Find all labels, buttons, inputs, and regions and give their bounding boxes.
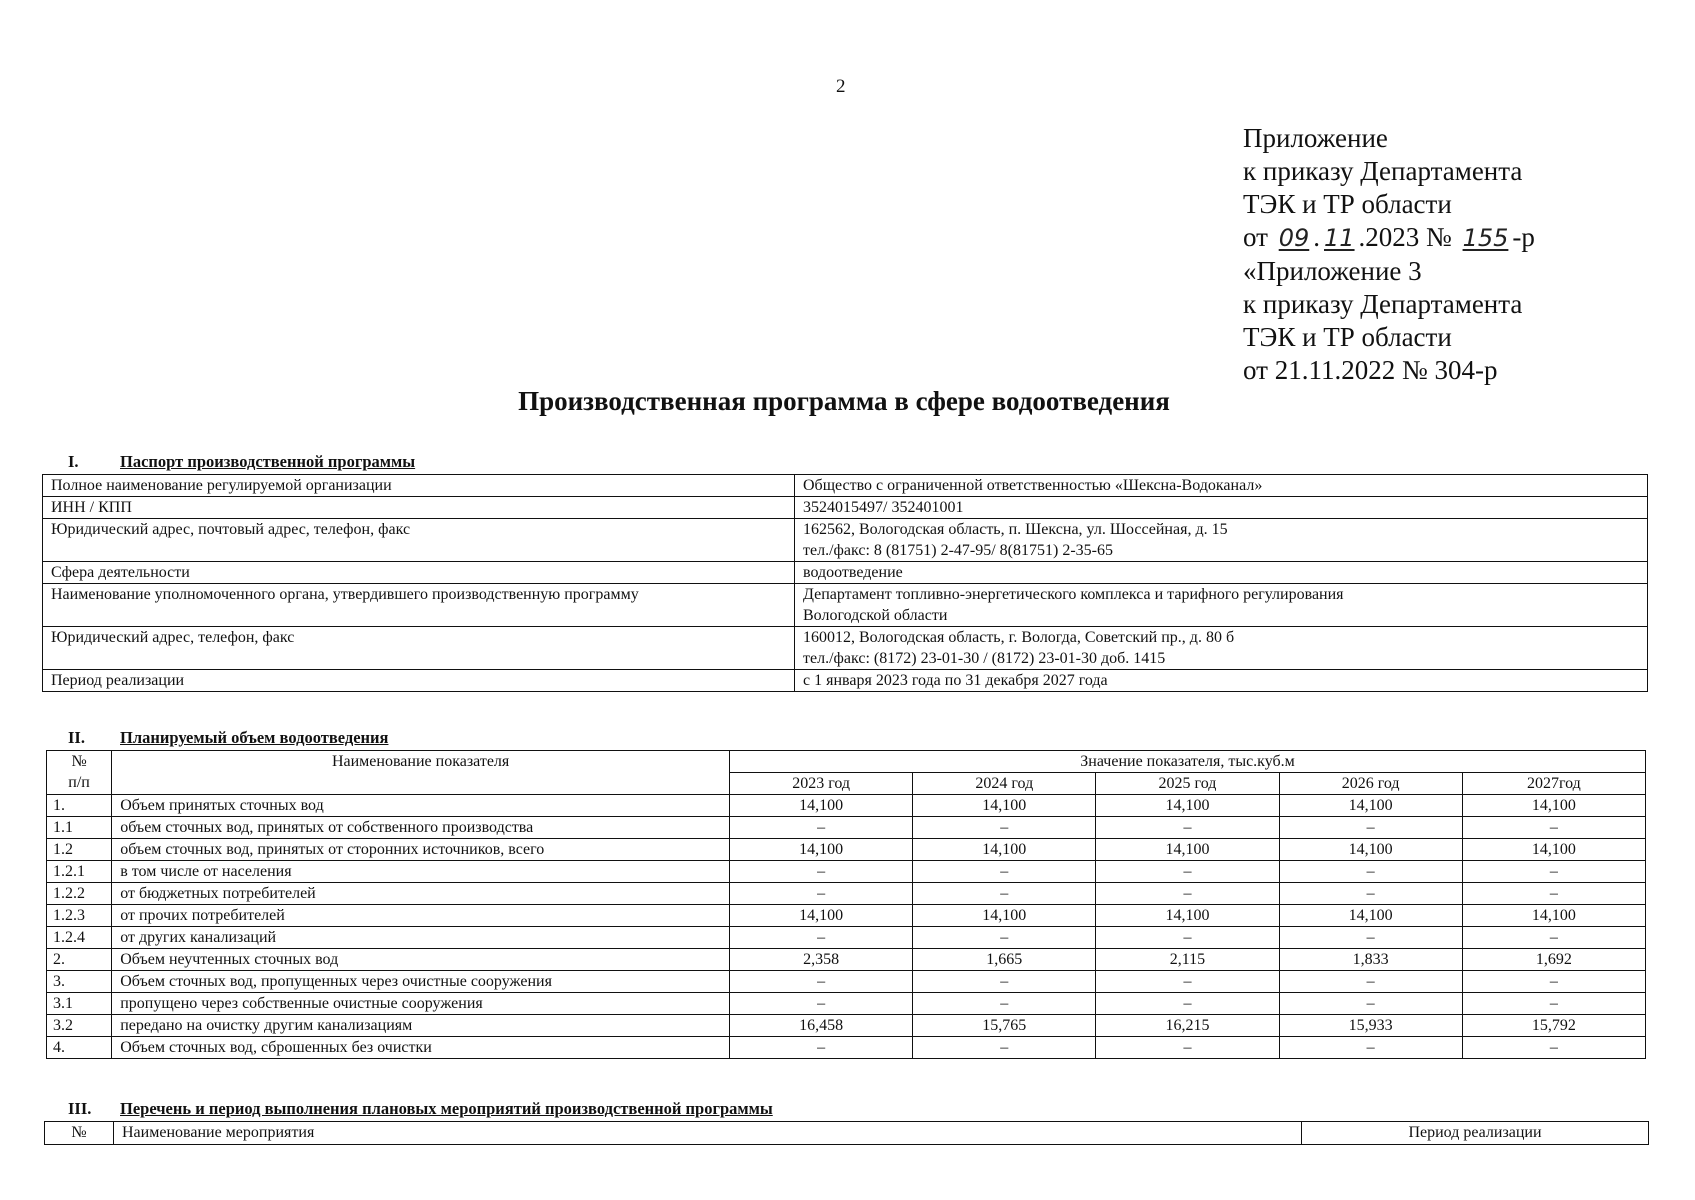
table-row [47, 861, 1646, 883]
row-value: 14,100 [1279, 795, 1462, 817]
appendix-line: к приказу Департамента [1243, 289, 1523, 319]
row-value: – [913, 861, 1096, 883]
table-row [43, 670, 1648, 692]
row-value: – [730, 993, 913, 1015]
appendix-line: ТЭК и ТР области [1243, 322, 1452, 352]
row-value: – [1279, 861, 1462, 883]
row-value: – [1096, 817, 1279, 839]
passport-value: Общество с ограниченной ответственностью «Шексна-Водоканал» [795, 475, 1648, 497]
table-row [47, 839, 1646, 861]
row-indicator-name: Объем принятых сточных вод [112, 795, 730, 817]
table-row [47, 1015, 1646, 1037]
table-row [47, 927, 1646, 949]
row-value: 14,100 [730, 795, 913, 817]
document-title: Производственная программа в сфере водоотведения [518, 386, 1170, 416]
row-value: – [913, 927, 1096, 949]
table-header-row [45, 1122, 1649, 1145]
row-value: – [1462, 971, 1645, 993]
section-2-heading [68, 728, 388, 748]
table-row [43, 627, 1648, 670]
volume-table [46, 750, 1646, 1059]
passport-value-line: Департамент топливно-энергетического комплекса и тарифного регулирования [803, 586, 1344, 603]
row-value: 2,358 [730, 949, 913, 971]
row-indicator-name: в том числе от населения [112, 861, 730, 883]
row-value: 14,100 [913, 839, 1096, 861]
row-value: 14,100 [913, 795, 1096, 817]
row-value: – [730, 971, 913, 993]
row-value: – [1279, 971, 1462, 993]
row-indicator-name: объем сточных вод, принятых от сторонних источников, всего [112, 839, 730, 861]
passport-value-line: тел./факс: 8 (81751) 2-47-95/ 8(81751) 2-35-65 [803, 542, 1113, 559]
table-row [47, 817, 1646, 839]
appendix-line: к приказу Департамента [1243, 156, 1523, 186]
row-value: 15,933 [1279, 1015, 1462, 1037]
table-row [43, 562, 1648, 584]
column-header-number-line: п/п [68, 774, 90, 791]
table-row [47, 905, 1646, 927]
row-value: 15,792 [1462, 1015, 1645, 1037]
appendix-line: ТЭК и ТР области [1243, 189, 1452, 219]
column-header-period: Период реализации [1302, 1122, 1649, 1145]
row-number: 3.1 [47, 993, 112, 1015]
row-number: 1.2.1 [47, 861, 112, 883]
row-value: – [1462, 927, 1645, 949]
passport-value-line: тел./факс: (8172) 23-01-30 / (8172) 23-01-30 доб. 1415 [803, 650, 1166, 667]
row-number: 3.2 [47, 1015, 112, 1037]
row-number: 1.2 [47, 839, 112, 861]
row-value: – [1096, 993, 1279, 1015]
column-header-year: 2025 год [1096, 773, 1279, 795]
table-row [47, 1037, 1646, 1059]
section-2-number: II. [68, 728, 85, 747]
row-number: 4. [47, 1037, 112, 1059]
appendix-block [1243, 122, 1535, 387]
table-row [47, 993, 1646, 1015]
table-row [43, 475, 1648, 497]
section-2-title: Планируемый объем водоотведения [120, 728, 389, 747]
order-suffix: -р [1512, 222, 1535, 252]
passport-value-line: 162562, Вологодская область, п. Шексна, ул. Шоссейная, д. 15 [803, 521, 1228, 538]
row-value: – [730, 817, 913, 839]
passport-label: Наименование уполномоченного органа, утвердившего производственную программу [43, 584, 795, 627]
row-value: – [730, 1037, 913, 1059]
appendix-line: Приложение [1243, 123, 1388, 153]
row-number: 1. [47, 795, 112, 817]
row-indicator-name: объем сточных вод, принятых от собственного производства [112, 817, 730, 839]
row-value: – [913, 1037, 1096, 1059]
row-value: 14,100 [1279, 839, 1462, 861]
passport-value [795, 584, 1648, 627]
table-header-row [47, 751, 1646, 773]
passport-label: Юридический адрес, телефон, факс [43, 627, 795, 670]
handwritten-month: 11 [1324, 224, 1355, 252]
passport-label: Период реализации [43, 670, 795, 692]
column-header-number: № [45, 1122, 114, 1145]
row-value: – [730, 883, 913, 905]
section-1-title: Паспорт производственной программы [120, 452, 416, 471]
row-value: 14,100 [1279, 905, 1462, 927]
row-value: 1,833 [1279, 949, 1462, 971]
row-value: 14,100 [1462, 795, 1645, 817]
column-header-year: 2027год [1462, 773, 1645, 795]
section-3-title: Перечень и период выполнения плановых мероприятий производственной программы [120, 1099, 773, 1118]
row-value: 16,458 [730, 1015, 913, 1037]
column-header-year: 2023 год [730, 773, 913, 795]
row-value: 14,100 [1096, 839, 1279, 861]
volume-table-body [47, 795, 1646, 1059]
row-value: – [1462, 993, 1645, 1015]
column-header-measure-name: Наименование мероприятия [114, 1122, 1302, 1145]
table-row [47, 883, 1646, 905]
row-indicator-name: от прочих потребителей [112, 905, 730, 927]
row-value: – [1462, 883, 1645, 905]
passport-value [795, 519, 1648, 562]
row-value: – [730, 861, 913, 883]
column-header-number [47, 751, 112, 795]
row-value: – [913, 883, 1096, 905]
row-indicator-name: от бюджетных потребителей [112, 883, 730, 905]
section-1-number: I. [68, 452, 79, 471]
row-number: 3. [47, 971, 112, 993]
row-indicator-name: Объем сточных вод, сброшенных без очистки [112, 1037, 730, 1059]
column-header-year: 2024 год [913, 773, 1096, 795]
passport-label: Юридический адрес, почтовый адрес, телефон, факс [43, 519, 795, 562]
row-value: 14,100 [1462, 905, 1645, 927]
column-header-values: Значение показателя, тыс.куб.м [730, 751, 1646, 773]
handwritten-day: 09 [1278, 224, 1310, 252]
row-value: – [1279, 927, 1462, 949]
column-header-year: 2026 год [1279, 773, 1462, 795]
row-number: 1.2.2 [47, 883, 112, 905]
row-value: 14,100 [1096, 795, 1279, 817]
row-value: – [1279, 883, 1462, 905]
row-value: – [1462, 817, 1645, 839]
row-value: – [1279, 817, 1462, 839]
column-header-number-line: № [71, 753, 87, 770]
row-value: – [1096, 1037, 1279, 1059]
row-value: – [913, 993, 1096, 1015]
row-value: – [1096, 927, 1279, 949]
table-row [43, 497, 1648, 519]
handwritten-number: 155 [1462, 224, 1509, 252]
row-value: 14,100 [1462, 839, 1645, 861]
row-value: – [730, 927, 913, 949]
measures-table [44, 1121, 1649, 1145]
order-year: .2023 № [1358, 222, 1452, 252]
row-value: – [1279, 993, 1462, 1015]
passport-value-line: 160012, Вологодская область, г. Вологда, Советский пр., д. 80 б [803, 629, 1235, 646]
table-row [47, 795, 1646, 817]
row-number: 1.2.4 [47, 927, 112, 949]
row-value: 1,692 [1462, 949, 1645, 971]
row-value: – [913, 971, 1096, 993]
row-value: – [1279, 1037, 1462, 1059]
passport-label: Сфера деятельности [43, 562, 795, 584]
row-value: 14,100 [730, 905, 913, 927]
passport-value-line: Вологодской области [803, 607, 948, 624]
appendix-line: от 21.11.2022 № 304-р [1243, 355, 1498, 385]
row-number: 1.1 [47, 817, 112, 839]
section-3-heading [68, 1099, 773, 1119]
row-indicator-name: Объем сточных вод, пропущенных через очистные сооружения [112, 971, 730, 993]
row-indicator-name: передано на очистку другим канализациям [112, 1015, 730, 1037]
row-value: – [1462, 1037, 1645, 1059]
table-row [43, 519, 1648, 562]
appendix-line: «Приложение 3 [1243, 256, 1422, 286]
passport-value [795, 627, 1648, 670]
row-number: 2. [47, 949, 112, 971]
passport-value: с 1 января 2023 года по 31 декабря 2027 года [795, 670, 1648, 692]
order-prefix: от [1243, 222, 1268, 252]
row-indicator-name: Объем неучтенных сточных вод [112, 949, 730, 971]
row-value: – [913, 817, 1096, 839]
row-value: 14,100 [1096, 905, 1279, 927]
table-row [47, 971, 1646, 993]
section-3-number: III. [68, 1099, 92, 1118]
row-value: – [1096, 861, 1279, 883]
order-reference [1243, 221, 1535, 255]
table-row [47, 949, 1646, 971]
row-value: – [1096, 883, 1279, 905]
page-number: 2 [836, 76, 846, 97]
table-row [43, 584, 1648, 627]
order-dot: . [1313, 222, 1320, 252]
row-value: – [1462, 861, 1645, 883]
row-value: – [1096, 971, 1279, 993]
passport-value: 3524015497/ 352401001 [795, 497, 1648, 519]
passport-value: водоотведение [795, 562, 1648, 584]
section-1-heading [68, 452, 415, 472]
row-value: 2,115 [1096, 949, 1279, 971]
passport-label: Полное наименование регулируемой организации [43, 475, 795, 497]
row-value: 14,100 [730, 839, 913, 861]
row-value: 16,215 [1096, 1015, 1279, 1037]
passport-table [42, 474, 1648, 692]
row-indicator-name: от других канализаций [112, 927, 730, 949]
row-value: 14,100 [913, 905, 1096, 927]
passport-label: ИНН / КПП [43, 497, 795, 519]
row-indicator-name: пропущено через собственные очистные сооружения [112, 993, 730, 1015]
row-value: 1,665 [913, 949, 1096, 971]
column-header-name: Наименование показателя [112, 751, 730, 795]
row-value: 15,765 [913, 1015, 1096, 1037]
row-number: 1.2.3 [47, 905, 112, 927]
